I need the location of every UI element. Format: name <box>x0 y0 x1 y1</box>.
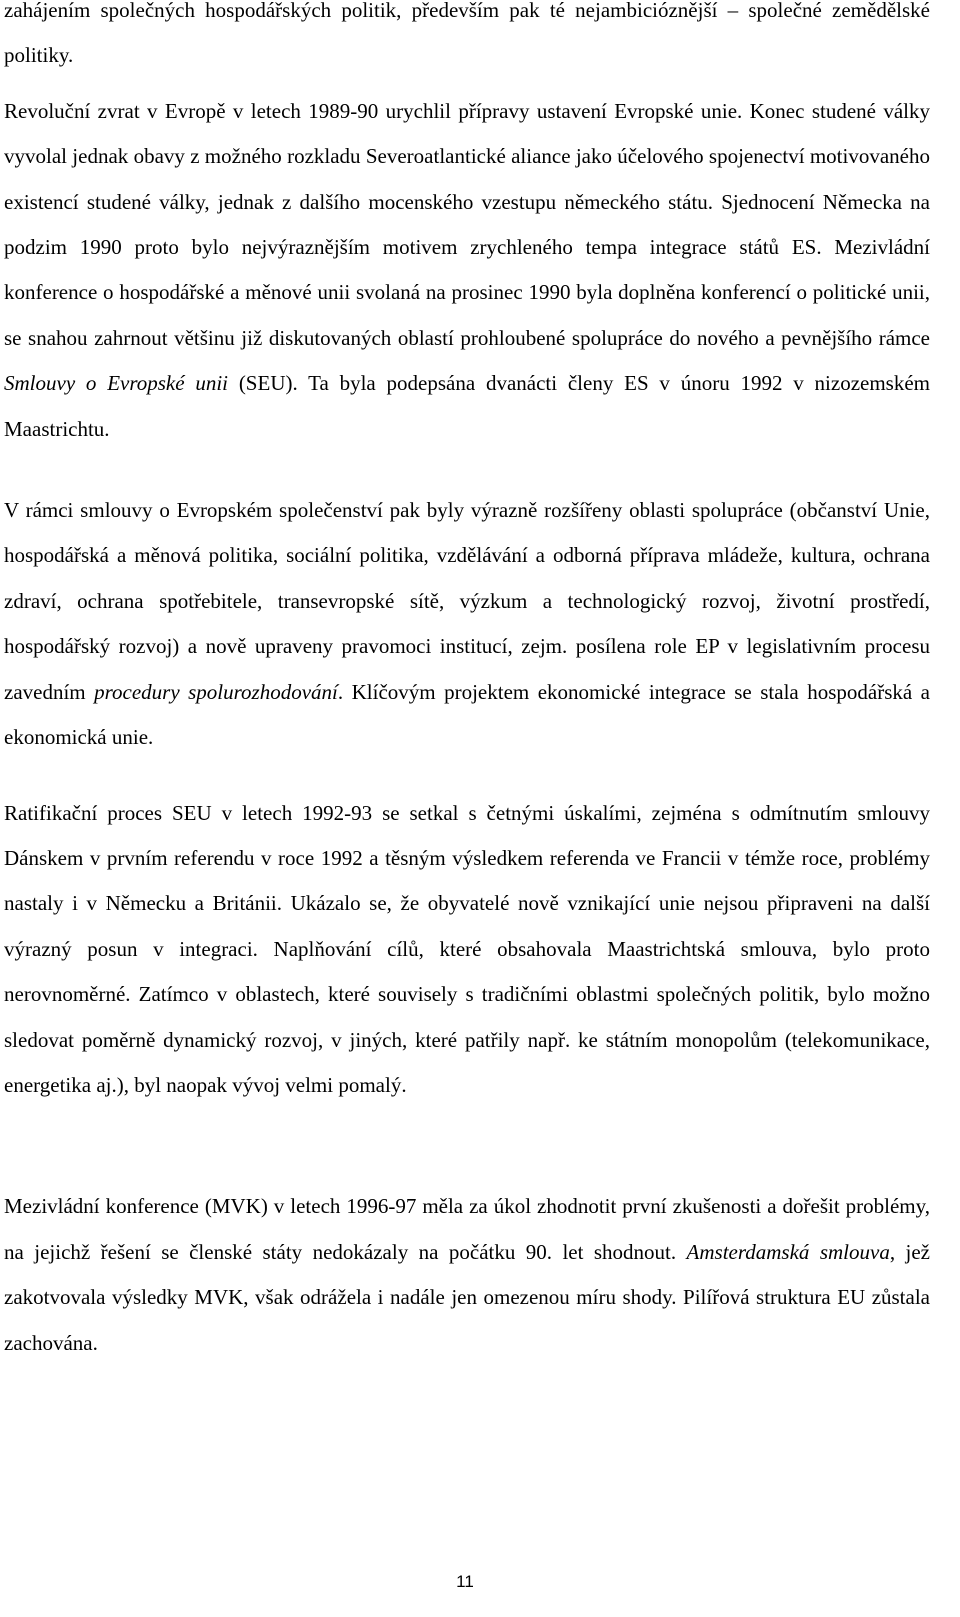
paragraph-1 <box>4 0 930 79</box>
paragraph-2-text-b: (SEU). Ta byla podepsána dvanácti členy ES v únoru 1992 v nizozemském Maastrichtu. <box>4 371 930 441</box>
paragraph-2-italic-term: Smlouvy o Evropské unii <box>4 371 229 396</box>
paragraph-5-italic-term: Amsterdamská smlouva <box>686 1239 890 1264</box>
paragraph-3-italic-term: procedury spolurozhodování <box>94 679 338 704</box>
paragraph-2 <box>4 89 930 452</box>
document-page <box>4 0 930 1366</box>
paragraph-4-text: Ratifikační proces SEU v letech 1992-93 se setkal s četnými úskalími, zejména s odmítnutím smlouvy Dánskem v prvním referendu v roce 1992 a těsným výsledkem referenda ve Francii v témže roce, problémy nastaly i v Německu a Británii. Ukázalo se, že obyvatelé nově vznikající unie nejsou připraveni na další výrazný posun v integraci. Naplňování cílů, které obsahovala Maastrichtská smlouva, bylo proto nerovnoměrné. Zatímco v oblastech, které souvisely s tradičními oblastmi společných politik, bylo možno sledovat poměrně dynamický rozvoj, v jiných, které patřily např. ke státním monopolům (telekomunikace, energetika aj.), byl naopak vývoj velmi pomalý. <box>4 800 930 1097</box>
paragraph-3-text-b: . Klíčovým projektem ekonomické integrace se stala hospodářská a ekonomická unie. <box>4 679 930 750</box>
paragraph-5 <box>4 1184 930 1366</box>
paragraph-4 <box>4 791 930 1109</box>
paragraph-5-text-b: , jež zakotvovala výsledky MVK, však odrážela i nadále jen omezenou míru shody. Pilířová struktura EU zůstala zachována. <box>4 1239 930 1355</box>
paragraph-5-text-a: Mezivládní konference (MVK) v letech 1996-97 měla za úkol zhodnotit první zkušenosti a dořešit problémy, na jejichž řešení se členské státy nedokázaly na počátku 90. let shodnout. <box>4 1194 930 1264</box>
paragraph-1-text: zahájením společných hospodářských politik, především pak té nejambicióznější – společné zemědělské politiky. <box>4 0 930 68</box>
paragraph-3-text-a: V rámci smlouvy o Evropském společenství pak byly výrazně rozšířeny oblasti spolupráce (občanství Unie, hospodářská a měnová politika, sociální politika, vzdělávání a odborná příprava mládeže, kultura, ochrana zdraví, ochrana spotřebitele, transevropské sítě, výzkum a technologický rozvoj, životní prostředí, hospodářský rozvoj) a nově upraveny pravomoci institucí, zejm. posílena role EP v legislativním procesu zavedním <box>4 498 930 704</box>
paragraph-3 <box>4 488 930 760</box>
page-number: 11 <box>456 1572 474 1591</box>
paragraph-2-text-a: Revoluční zvrat v Evropě v letech 1989-90 urychlil přípravy ustavení Evropské unie. Konec studené války vyvolal jednak obavy z možného rozkladu Severoatlantické aliance jako účelového spojenectví motivovaného existencí studené války, jednak z dalšího mocenského vzestupu německého státu. Sjednocení Německa na podzim 1990 proto bylo nejvýraznějším motivem zrychleného tempa integrace států ES. Mezivládní konference o hospodářské a měnové unii svolaná na prosinec 1990 byla doplněna konferencí o politické unii, se snahou zahrnout většinu již diskutovaných oblastí prohloubené spolupráce do nového a pevnějšího rámce <box>4 98 930 350</box>
